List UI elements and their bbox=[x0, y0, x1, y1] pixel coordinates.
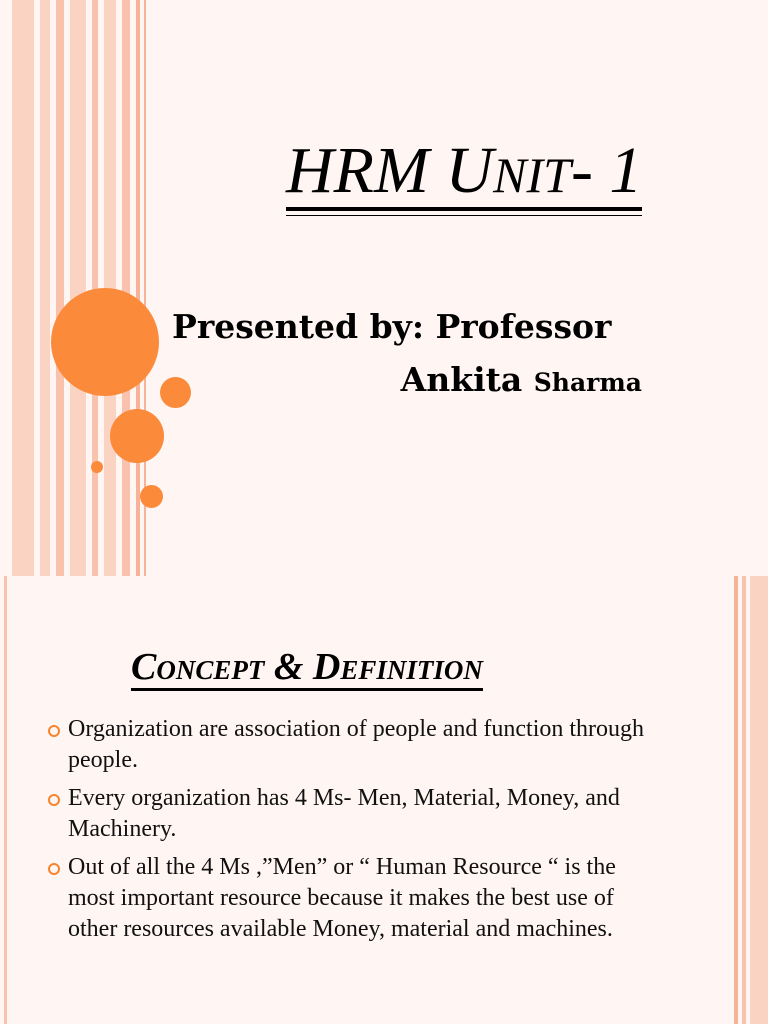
decorative-stripe bbox=[742, 576, 746, 1024]
decorative-stripe bbox=[122, 0, 130, 576]
presenter-name: Ankita Sharma bbox=[400, 360, 642, 399]
slide-title: HRM UNIT- 1 bbox=[286, 138, 642, 211]
bullet-list bbox=[68, 714, 658, 952]
list-item: Out of all the 4 Ms ,”Men” or “ Human Resource “ is the most important resource because it makes the best use of other resources available Money, material and machines. bbox=[68, 852, 658, 945]
list-item: Organization are association of people and function through people. bbox=[68, 714, 658, 776]
decorative-circle-tiny bbox=[91, 461, 103, 473]
decorative-stripe bbox=[136, 0, 140, 576]
presenter-label: Presented by: Professor bbox=[172, 307, 612, 346]
bullet-circle-icon bbox=[48, 725, 60, 737]
decorative-stripe bbox=[750, 576, 768, 1024]
decorative-circle-medium bbox=[110, 409, 164, 463]
decorative-stripe bbox=[70, 0, 86, 576]
decorative-stripe bbox=[12, 0, 34, 576]
decorative-stripe bbox=[40, 0, 50, 576]
decorative-circle-large bbox=[51, 288, 159, 396]
section-title: CONCEPT & DEFINITION bbox=[131, 648, 483, 691]
bullet-circle-icon bbox=[48, 794, 60, 806]
decorative-stripe bbox=[4, 576, 7, 1024]
decorative-circle-small bbox=[140, 485, 163, 508]
list-item: Every organization has 4 Ms- Men, Material, Money, and Machinery. bbox=[68, 783, 658, 845]
decorative-stripe bbox=[56, 0, 64, 576]
presenter-info bbox=[172, 307, 652, 399]
bullet-circle-icon bbox=[48, 863, 60, 875]
decorative-stripe bbox=[734, 576, 738, 1024]
